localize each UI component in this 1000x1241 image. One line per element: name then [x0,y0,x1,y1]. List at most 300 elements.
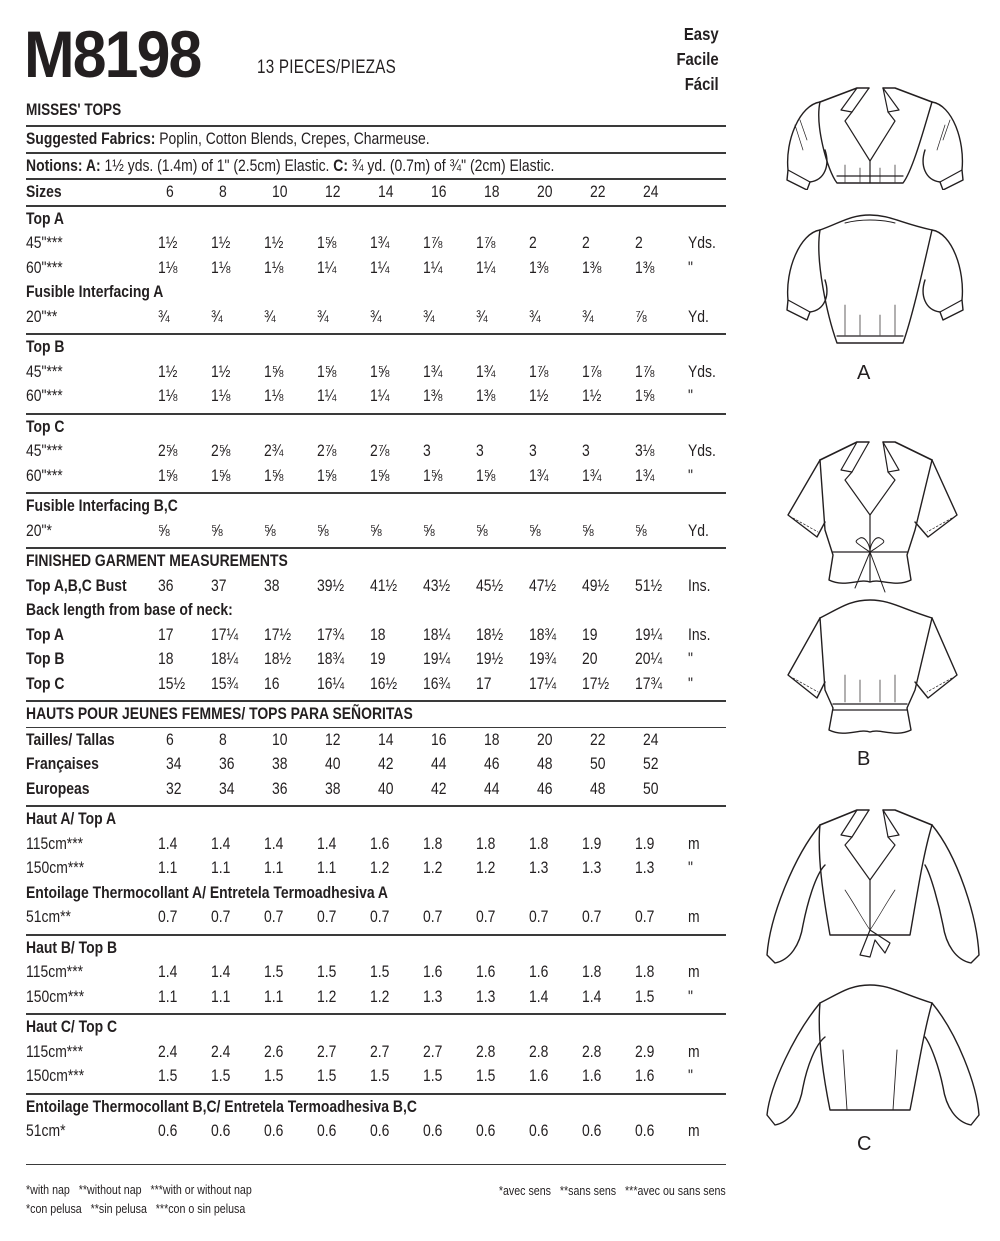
finished-measurements-title: FINISHED GARMENT MEASUREMENTS [26,551,288,571]
value-cell: 12 [325,182,341,202]
value-cell: 1.5 [476,1066,496,1086]
pattern-number: M8198 [24,17,201,91]
value-cell: ⅝ [582,520,594,540]
bust-unit: Ins. [688,575,711,595]
value-cell: 1¾ [423,361,443,381]
pattern-title: MISSES' TOPS [26,100,122,119]
value-cell: 46 [484,754,500,774]
view-a-front-illustration [745,40,995,190]
suggested-fabrics [26,127,726,152]
metric-size-rows [26,728,726,802]
sizes-label: Sizes [26,182,62,202]
value-cell: 34 [219,778,235,798]
value-cell: 1.6 [529,962,549,982]
value-cell: 20 [537,182,553,202]
value-cell: 44 [431,754,447,774]
value-cell: 1⅛ [158,257,178,277]
view-c-label: C [857,1133,872,1155]
value-cell: 1½ [529,386,549,406]
group-heading-text: Haut A/ Top A [26,809,117,829]
sizes-row [26,180,726,205]
value-cell: 19 [582,624,598,644]
value-cell: 1¾ [635,465,655,485]
metric-title: HAUTS POUR JEUNES FEMMES/ TOPS PARA SEÑORITAS [26,704,413,724]
value-cell: 1¾ [529,465,549,485]
value-cell: 36 [158,575,174,595]
value-cell: 37 [211,575,227,595]
row-unit: " [688,986,694,1006]
back-length-rows [26,623,726,697]
value-cell: 0.6 [317,1121,337,1141]
value-cell: 1⅛ [158,386,178,406]
value-cell: 1.5 [317,962,337,982]
value-cell: 1.2 [370,986,390,1006]
value-cell: 1.4 [158,833,178,853]
value-cell: ¾ [529,306,541,326]
data-row [26,305,726,330]
row-label: Françaises [26,754,99,774]
value-cell: 8 [219,182,227,202]
value-cell: 0.6 [423,1121,443,1141]
value-cell: 1¼ [370,386,390,406]
value-cell: 1.1 [264,986,284,1006]
value-cell: 1.4 [317,833,337,853]
value-cell: 34 [166,754,182,774]
value-cell: 19¼ [635,624,663,644]
row-unit: " [688,673,694,693]
value-cell: 18¾ [317,649,345,669]
value-cell: 6 [166,182,174,202]
row-label: 51cm* [26,1121,66,1141]
group-heading [26,335,726,360]
value-cell: ⅝ [476,520,488,540]
data-row [26,1119,726,1144]
value-cell: 2⅞ [370,441,390,461]
value-cell: ¾ [582,306,594,326]
view-c-back-illustration [745,975,995,1135]
yardage-chart [26,125,726,1165]
difficulty-level [677,22,719,97]
value-cell: 18 [370,624,386,644]
value-cell: 1⅝ [635,386,655,406]
back-length-title: Back length from base of neck: [26,600,233,620]
value-cell: ⅝ [158,520,170,540]
value-cell: 1.4 [529,986,549,1006]
value-cell: 18½ [264,649,292,669]
data-row [26,360,726,385]
difficulty-en: Easy [684,24,719,44]
value-cell: 47½ [529,575,557,595]
value-cell: 18 [484,729,500,749]
value-cell: 1⅝ [317,233,337,253]
value-cell: 1⅞ [582,361,602,381]
row-unit: Yd. [688,306,710,326]
value-cell: 19¼ [423,649,451,669]
value-cell: 3 [476,441,484,461]
row-unit: m [688,1041,700,1061]
value-cell: 1.1 [317,858,337,878]
value-cell: 0.7 [370,907,390,927]
value-cell: ⅝ [423,520,435,540]
notions-a-label: A: [82,155,101,175]
value-cell: 10 [272,729,288,749]
value-cell: 2.4 [211,1041,231,1061]
row-unit: " [688,1066,694,1086]
value-cell: 2.8 [476,1041,496,1061]
row-label: 115cm*** [26,1041,84,1061]
value-cell: ¾ [476,306,488,326]
fabrics-text: Poplin, Cotton Blends, Crepes, Charmeuse. [155,129,430,149]
group-heading [26,1015,726,1040]
value-cell: 0.7 [264,907,284,927]
row-unit: " [688,465,694,485]
value-cell: 0.7 [423,907,443,927]
value-cell: 1.2 [423,858,443,878]
data-row [26,1064,726,1089]
value-cell: 1.5 [211,1066,231,1086]
value-cell: 16 [431,729,447,749]
row-label: 60"*** [26,465,63,485]
value-cell: 1.4 [158,962,178,982]
value-cell: 1.3 [635,858,655,878]
value-cell: 1.5 [264,962,284,982]
value-cell: 1.5 [264,1066,284,1086]
row-label: Top B [26,649,65,669]
value-cell: 1.6 [529,1066,549,1086]
value-cell: 1½ [211,361,231,381]
data-row [26,832,726,857]
row-label: Tailles/ Tallas [26,729,115,749]
value-cell: ¾ [158,306,170,326]
data-row [26,960,726,985]
row-label: 20"** [26,306,58,326]
row-unit: m [688,907,700,927]
value-cell: 1.4 [582,986,602,1006]
value-cell: 36 [219,754,235,774]
data-row [26,384,726,409]
notions-c-text: ¾ yd. (0.7m) of ¾" (2cm) Elastic. [348,155,555,175]
value-cell: 16¾ [423,673,451,693]
value-cell: 32 [166,778,182,798]
english-yardage [26,207,726,550]
value-cell: ¾ [317,306,329,326]
data-row [26,439,726,464]
row-unit: Yd. [688,520,710,540]
value-cell: 1½ [211,233,231,253]
group-heading [26,936,726,961]
value-cell: 1.5 [317,1066,337,1086]
value-cell: 1.1 [158,858,178,878]
value-cell: 1¼ [370,257,390,277]
value-cell: 17¼ [529,673,557,693]
data-row [26,256,726,281]
value-cell: 51½ [635,575,663,595]
value-cell: 15½ [158,673,186,693]
value-cell: 2 [529,233,537,253]
metric-heading [26,702,726,727]
notions-c-label: C: [329,155,349,175]
row-label: 150cm*** [26,858,85,878]
value-cell: 1⅜ [529,257,549,277]
value-cell: 1.1 [158,986,178,1006]
view-a-label: A [857,362,871,384]
value-cell: 12 [325,729,341,749]
value-cell: 2.4 [158,1041,178,1061]
group-heading-text: Top A [26,208,64,228]
group-heading [26,415,726,440]
value-cell: 42 [431,778,447,798]
view-b-label: B [857,748,871,770]
row-unit: Yds. [688,233,717,253]
value-cell: 17 [158,624,174,644]
row-label: 20"* [26,520,52,540]
row-label: 51cm** [26,907,71,927]
value-cell: 1¼ [423,257,443,277]
group-heading-text: Top C [26,416,65,436]
value-cell: 1⅝ [211,465,231,485]
notions [26,154,726,179]
value-cell: 18 [484,182,500,202]
row-label: 115cm*** [26,962,84,982]
data-row [26,623,726,648]
value-cell: 36 [272,778,288,798]
value-cell: 1⅛ [211,386,231,406]
value-cell: 0.7 [158,907,178,927]
value-cell: 2⅝ [211,441,231,461]
value-cell: 1.3 [476,986,496,1006]
notions-a-text: 1½ yds. (1.4m) of 1" (2.5cm) Elastic. [100,155,330,175]
value-cell: 38 [272,754,288,774]
value-cell: 1½ [582,386,602,406]
data-row [26,856,726,881]
value-cell: ¾ [423,306,435,326]
footnotes-en-es [26,1180,301,1218]
row-label: 45"*** [26,361,63,381]
value-cell: 22 [590,182,606,202]
value-cell: 1.2 [476,858,496,878]
value-cell: 2.8 [582,1041,602,1061]
value-cell: 19¾ [529,649,557,669]
row-label: Europeas [26,778,90,798]
value-cell: 2 [635,233,643,253]
value-cell: 2⅝ [158,441,178,461]
value-cell: 0.6 [476,1121,496,1141]
value-cell: 6 [166,729,174,749]
value-cell: 40 [325,754,341,774]
data-row [26,672,726,697]
value-cell: 1¾ [582,465,602,485]
value-cell: 1.9 [582,833,602,853]
row-unit: " [688,858,694,878]
value-cell: 1⅝ [317,361,337,381]
value-cell: 17 [476,673,492,693]
value-cell: 17½ [264,624,292,644]
value-cell: 15¾ [211,673,239,693]
value-cell: 0.6 [211,1121,231,1141]
view-c-front-illustration [745,795,995,975]
value-cell: 3⅛ [635,441,655,461]
value-cell: 2.7 [317,1041,337,1061]
data-row [26,1040,726,1065]
group-heading-text: Top B [26,337,65,357]
value-cell: ⅝ [635,520,647,540]
value-cell: 1⅝ [476,465,496,485]
data-row [26,985,726,1010]
value-cell: 18½ [476,624,504,644]
piece-count: 13 PIECES/PIEZAS [257,57,397,78]
row-unit: Yds. [688,361,717,381]
value-cell: 1.3 [423,986,443,1006]
value-cell: ¾ [370,306,382,326]
notions-label: Notions: [26,155,83,175]
row-unit: " [688,386,694,406]
value-cell: 0.7 [211,907,231,927]
value-cell: 0.7 [582,907,602,927]
value-cell: 1½ [158,361,178,381]
value-cell: ⅝ [211,520,223,540]
value-cell: 2⅞ [317,441,337,461]
view-a-back-illustration [745,205,995,355]
group-heading-text: Haut B/ Top B [26,937,118,957]
value-cell: 16¼ [317,673,345,693]
value-cell: 8 [219,729,227,749]
data-row [26,647,726,672]
value-cell: ⅝ [370,520,382,540]
value-cell: 1¼ [317,386,337,406]
value-cell: ⅝ [264,520,276,540]
value-cell: 17¾ [317,624,345,644]
value-cell: 20 [582,649,598,669]
group-heading [26,807,726,832]
value-cell: 2.6 [264,1041,284,1061]
row-unit: m [688,1121,700,1141]
value-cell: 0.7 [529,907,549,927]
value-cell: 17¼ [211,624,239,644]
footnote-spanish: *con pelusa **sin pelusa ***con o sin pelusa [26,1201,246,1216]
group-heading [26,280,726,305]
row-label: Top C [26,673,65,693]
group-heading [26,207,726,232]
row-label: 150cm*** [26,1066,85,1086]
value-cell: 50 [643,778,659,798]
value-cell: 1.4 [264,833,284,853]
value-cell: 1⅛ [264,386,284,406]
value-cell: 10 [272,182,288,202]
metric-yardage [26,807,726,1144]
group-heading [26,1095,726,1120]
group-heading [26,494,726,519]
value-cell: 1.1 [264,858,284,878]
group-heading-text: Fusible Interfacing A [26,282,164,302]
value-cell: 1⅝ [423,465,443,485]
row-label: 45"*** [26,233,63,253]
group-heading-text: Haut C/ Top C [26,1017,118,1037]
group-heading-text: Entoilage Thermocollant A/ Entretela Termoadhesiva A [26,882,389,902]
value-cell: 38 [264,575,280,595]
value-cell: 16 [264,673,280,693]
value-cell: 1½ [158,233,178,253]
difficulty-es: Fácil [685,74,719,94]
value-cell: 1⅞ [423,233,443,253]
bust-row [26,574,726,599]
value-cell: 44 [484,778,500,798]
footnote-english: *with nap **without nap ***with or without nap [26,1182,252,1197]
value-cell: 1.5 [370,962,390,982]
value-cell: ¾ [211,306,223,326]
view-b-front-illustration [745,420,995,600]
finished-measurements-heading [26,549,726,574]
divider [26,1164,726,1165]
data-row [26,519,726,544]
value-cell: 1⅜ [423,386,443,406]
value-cell: 1⅝ [264,465,284,485]
value-cell: 1.1 [211,858,231,878]
value-cell: ⅞ [635,306,647,326]
value-cell: 41½ [370,575,398,595]
value-cell: 1¾ [476,361,496,381]
value-cell: 42 [378,754,394,774]
value-cell: 48 [590,778,606,798]
value-cell: 1.4 [211,833,231,853]
row-unit: " [688,649,694,669]
value-cell: 50 [590,754,606,774]
group-heading-text: Fusible Interfacing B,C [26,496,178,516]
value-cell: 1.8 [529,833,549,853]
value-cell: 0.7 [476,907,496,927]
group-heading-text: Entoilage Thermocollant B,C/ Entretela Termoadhesiva B,C [26,1096,417,1116]
value-cell: 2.9 [635,1041,655,1061]
data-row [26,464,726,489]
difficulty-fr: Facile [676,49,719,69]
row-unit: Ins. [688,624,711,644]
value-cell: 0.6 [529,1121,549,1141]
row-label: 115cm*** [26,833,84,853]
fabrics-label: Suggested Fabrics: [26,129,156,149]
value-cell: 1.8 [635,962,655,982]
value-cell: 14 [378,182,394,202]
value-cell: 46 [537,778,553,798]
row-unit: m [688,962,700,982]
value-cell: 1.5 [423,1066,443,1086]
value-cell: 1.3 [529,858,549,878]
value-cell: 1.2 [370,858,390,878]
value-cell: 2 [582,233,590,253]
value-cell: 1⅝ [370,465,390,485]
view-b-back-illustration [745,590,995,750]
value-cell: ⅝ [317,520,329,540]
value-cell: 3 [529,441,537,461]
row-label: 150cm*** [26,986,85,1006]
value-cell: 1.8 [476,833,496,853]
value-cell: 1.4 [211,962,231,982]
value-cell: 1.5 [158,1066,178,1086]
value-cell: 43½ [423,575,451,595]
group-heading [26,881,726,906]
data-row [26,728,726,753]
value-cell: 20¼ [635,649,663,669]
value-cell: ⅝ [529,520,541,540]
value-cell: 1.6 [582,1066,602,1086]
value-cell: 16½ [370,673,398,693]
value-cell: 0.6 [158,1121,178,1141]
data-row [26,777,726,802]
value-cell: 1.8 [582,962,602,982]
data-row [26,905,726,930]
value-cell: 17½ [582,673,610,693]
value-cell: 45½ [476,575,504,595]
value-cell: 1⅝ [264,361,284,381]
value-cell: 18¼ [211,649,239,669]
